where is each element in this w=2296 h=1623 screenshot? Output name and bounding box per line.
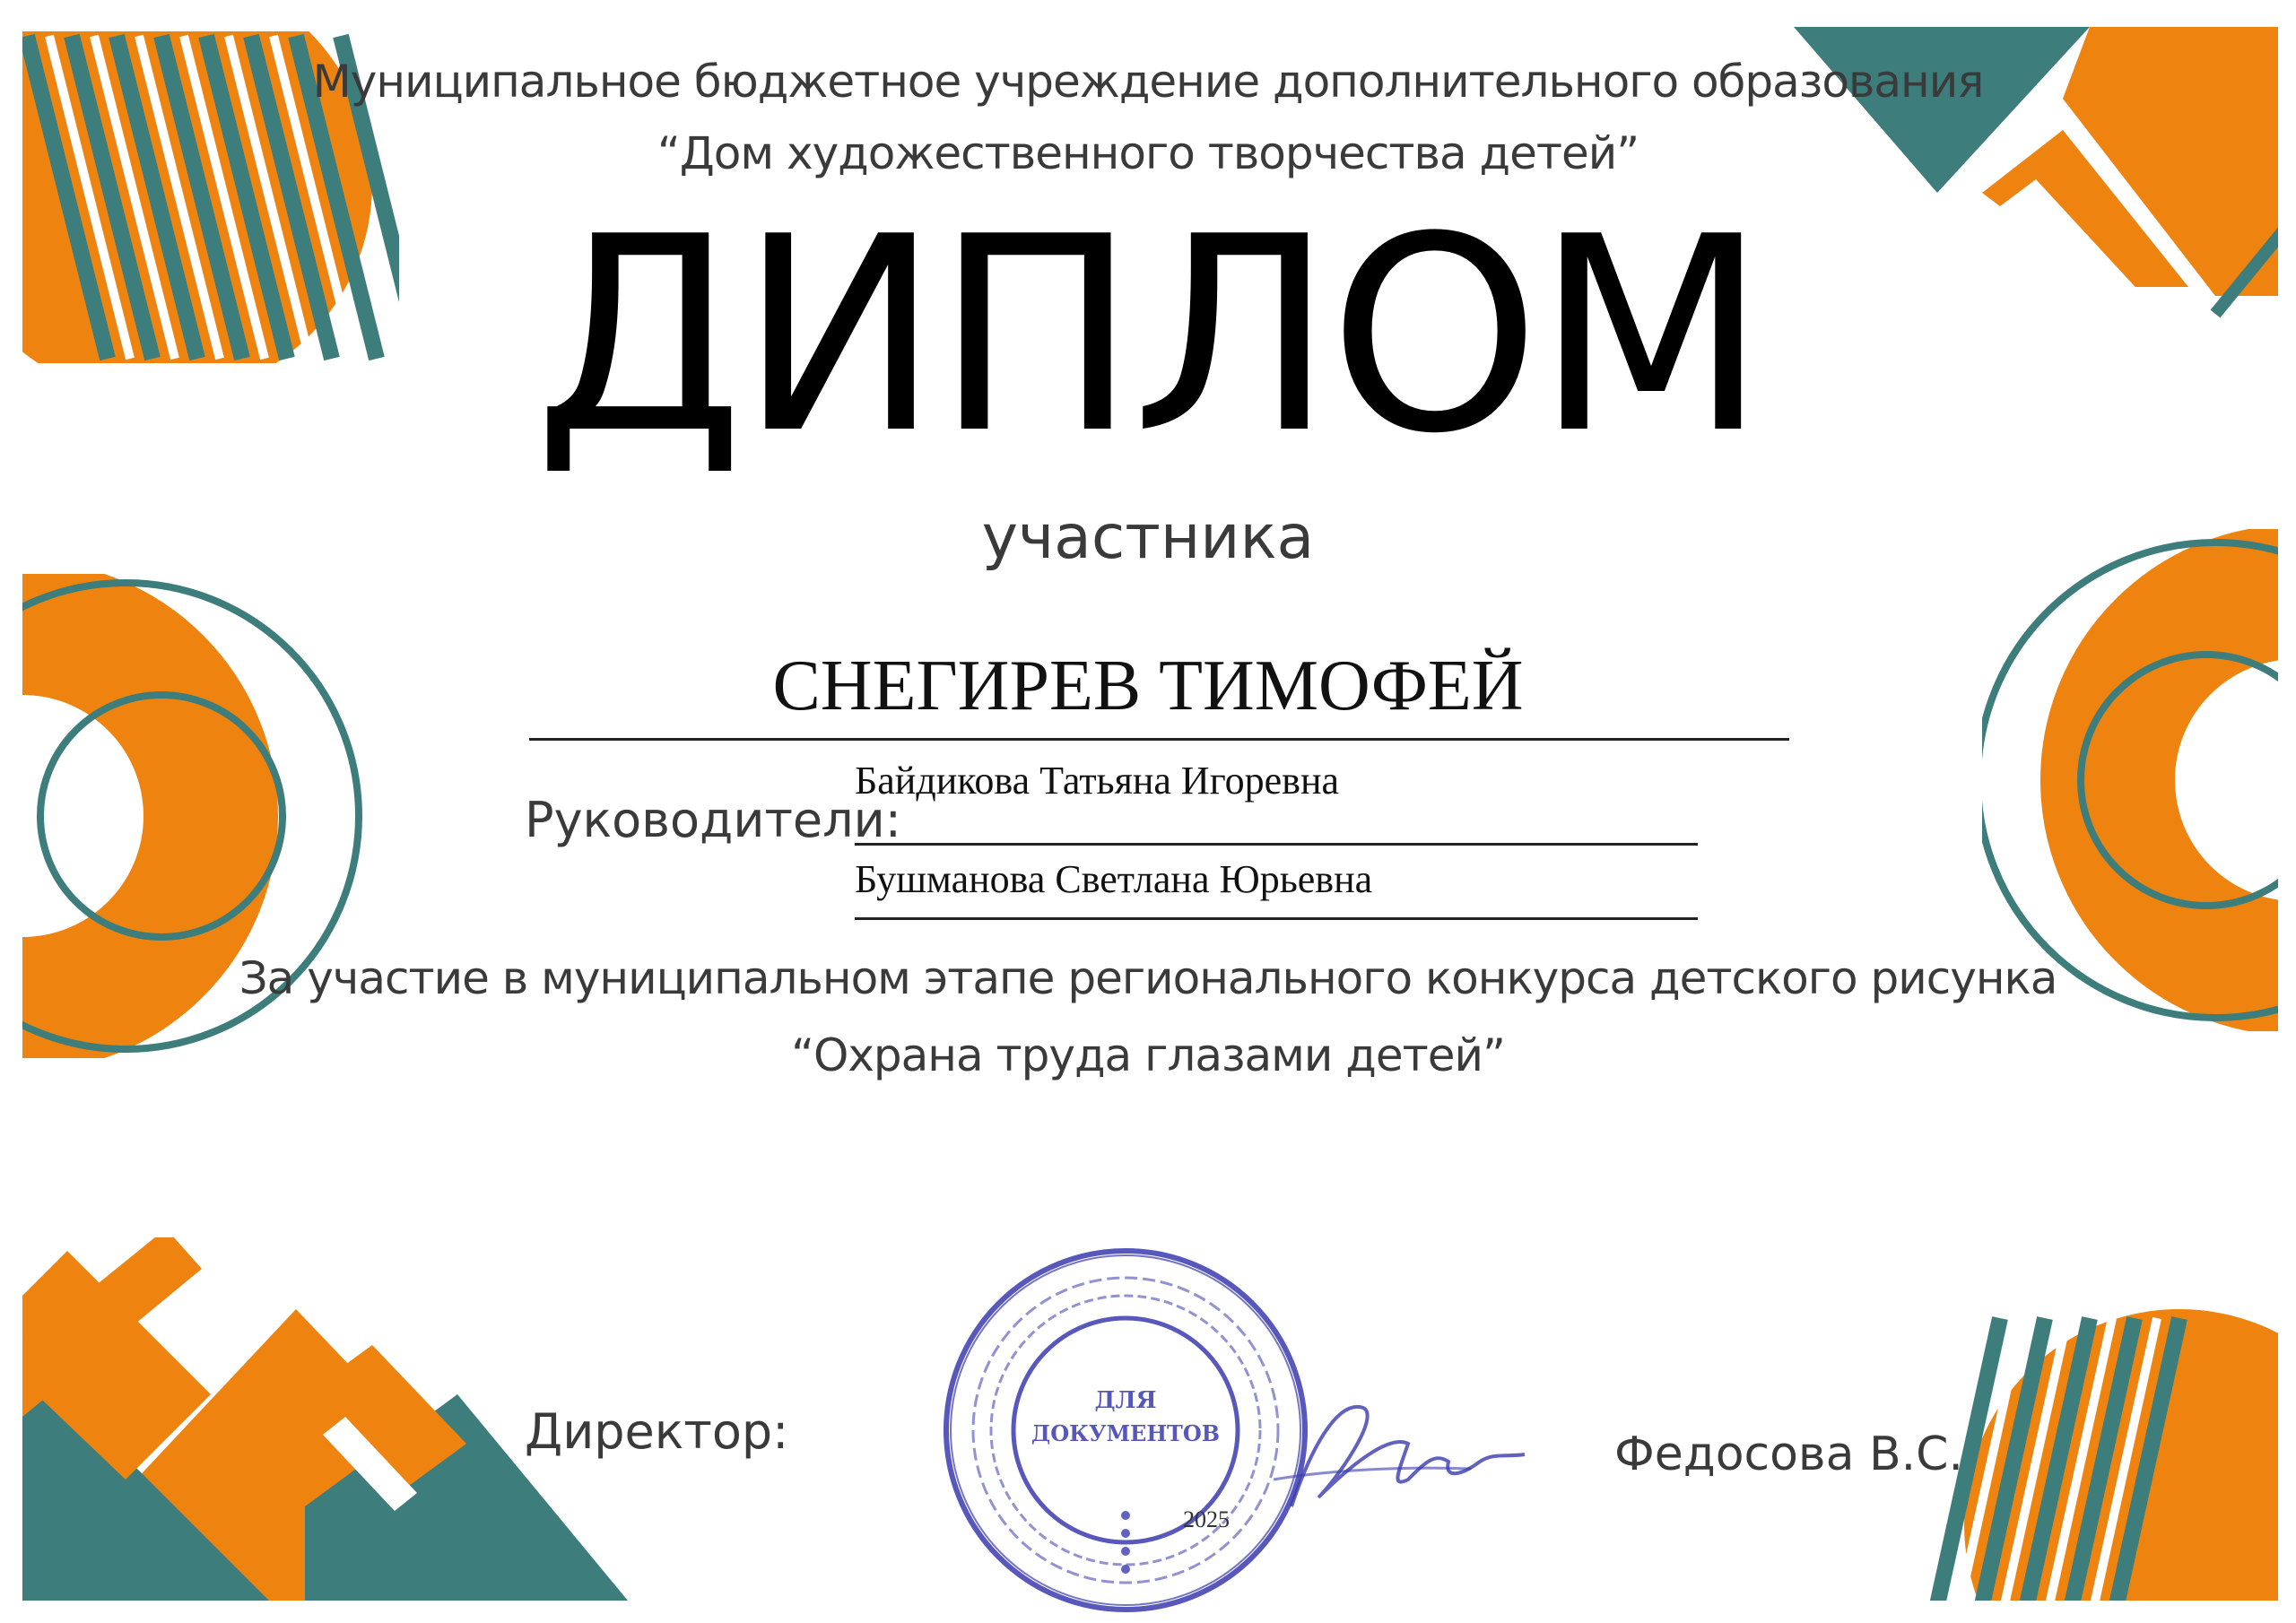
leader-1-underline bbox=[855, 843, 1698, 846]
leader-2-underline bbox=[855, 917, 1698, 920]
middle-right-ornament bbox=[1978, 542, 2296, 1018]
director-name: Федосова В.С. bbox=[1614, 1428, 1964, 1481]
leader-name-1: Байдикова Татьяна Игоревна bbox=[855, 759, 1340, 803]
recipient-underline bbox=[529, 738, 1789, 741]
stamp-year: 2025 bbox=[1183, 1506, 1230, 1532]
diploma-subtitle: участника bbox=[981, 502, 1315, 573]
stamp-inner-line-1: ДЛЯ bbox=[1094, 1387, 1157, 1414]
organization-line-1: Муниципальное бюджетное учреждение дополнительного образования bbox=[312, 56, 1984, 108]
leader-name-2: Бушманова Светлана Юрьевна bbox=[855, 857, 1373, 901]
leaders-label: Руководители: bbox=[525, 792, 901, 848]
diploma-title: ДИПЛОМ bbox=[534, 179, 1762, 492]
director-label: Директор: bbox=[525, 1403, 789, 1460]
organization-line-2: “Дом художественного творчества детей” bbox=[657, 127, 1639, 179]
director-signature bbox=[1256, 1372, 1543, 1533]
award-reason-line-1: За участие в муниципальном этапе регионального конкурса детского рисунка bbox=[239, 952, 2057, 1004]
recipient-name: СНЕГИРЕВ ТИМОФЕЙ bbox=[772, 647, 1524, 725]
bottom-right-ornament bbox=[1937, 1309, 2296, 1623]
award-reason-line-2: “Охрана труда глазами детей” bbox=[791, 1029, 1505, 1081]
stamp-inner-line-2: ДОКУМЕНТОВ bbox=[1031, 1420, 1221, 1446]
